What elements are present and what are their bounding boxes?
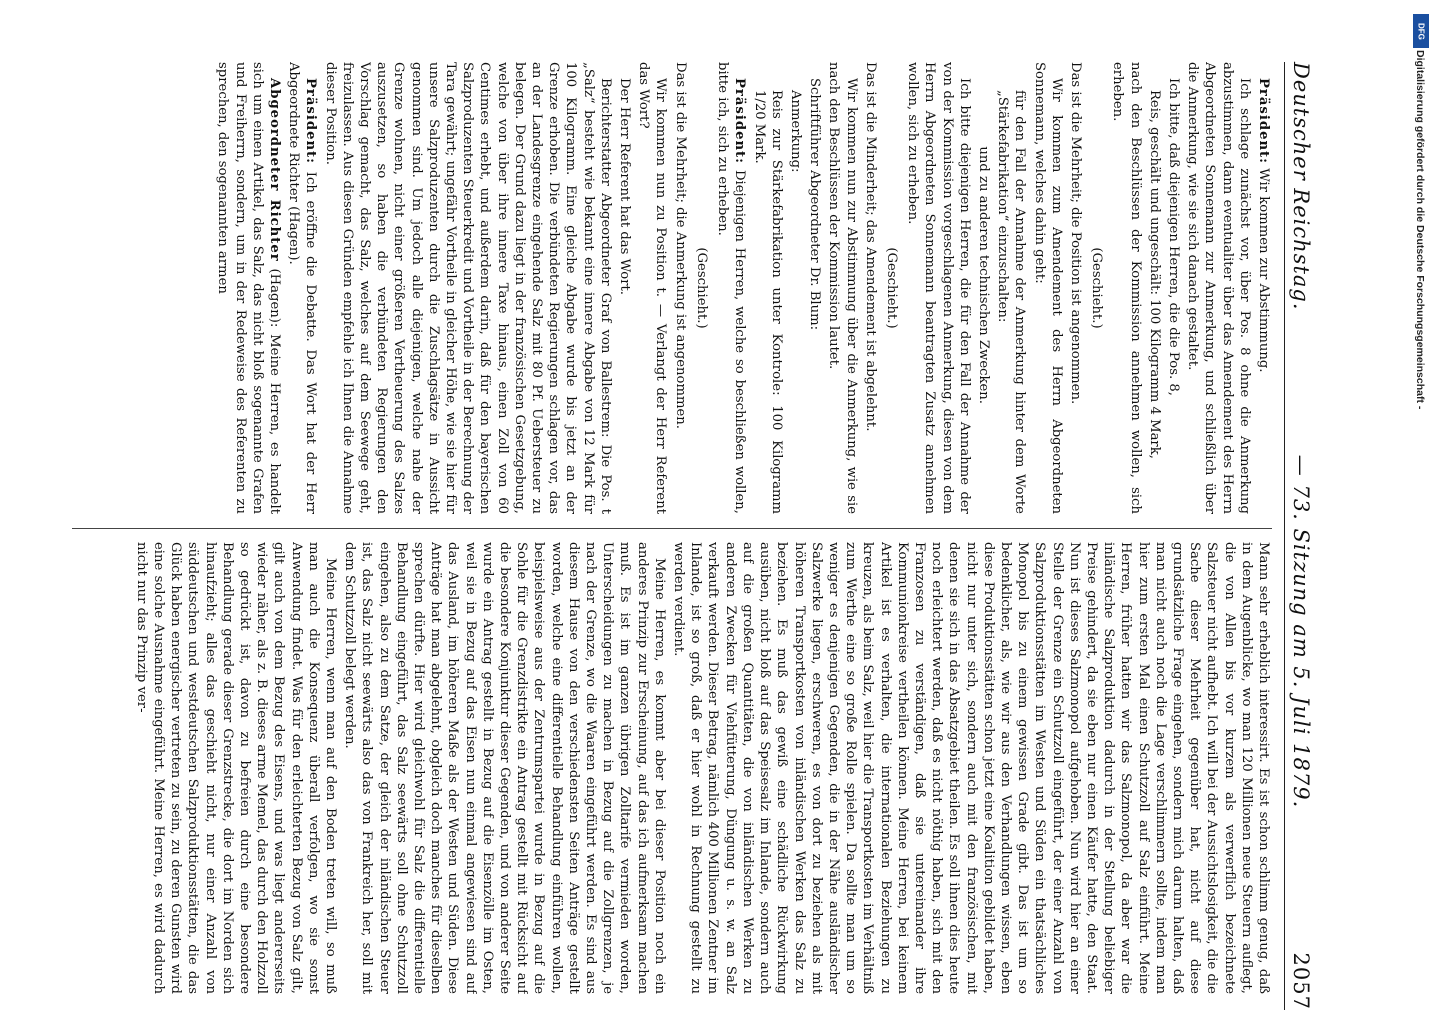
text-paragraph [1030,62,1064,514]
speech-paragraph [214,62,283,514]
paragraph-text: Reis zur Stärkefabrikation unter Kontrole: 100 Kilogramm 1/20 Mark. [751,90,784,514]
paragraph-text: Anmerkung: [787,90,803,173]
text-paragraph [806,62,823,514]
paragraph-text: (Geschieht.) [1089,247,1105,329]
text-paragraph [670,542,1272,994]
speech-paragraph [1255,62,1272,514]
text-paragraph [1088,62,1105,514]
text-paragraph [975,62,992,514]
text-paragraph [1067,62,1084,514]
rotated-document-page [54,62,1318,1010]
text-paragraph [787,62,804,514]
paragraph-text: Ich bitte, daß diejenigen Herren, die die Pos. 8, [1165,78,1181,396]
paragraph-text: Ich eröffne die Debatte. Das Wort hat der Herr Abgeordnete Richter (Hagen). [286,62,319,514]
text-paragraph [672,62,689,514]
header-title: Deutscher Reichstag. [1289,62,1313,311]
paragraph-text: Reis, geschält und ungeschält: 100 Kilogramm 4 Mark, [1146,90,1162,459]
text-paragraph [862,62,879,514]
paragraph-text: Wir kommen zum Amendement des Herrn Abgeordneten Sonnemann, welches dahin geht: [1031,62,1064,514]
paragraph-text: Ich schlage zunächst vor, über Pos. 8 ohne die Anmerkung abzustimmen, dann eventualiter über das Amendement des Herrn Abgeordneten Sonnemann zur Anmerkung, und schließlich über die Anmerkung, wie sie sich danach gestaltet. [1185,62,1252,514]
speaker-name: Abgeordneter Richter [267,78,283,262]
text-paragraph [133,542,339,994]
text-paragraph [1109,62,1143,514]
paragraph-text: Meine Herren, wenn man auf den Boden treten will, so muß man auch die Konsequenz überall verfolgen, wo sie sonst Anwendung findet. Was für den erleichterten Bezug von Salz gilt, gilt auch von dem Bezug des Eisens, und was liegt andererseits wieder näher, als z. B. dieses arme Memel, das durch den Holzzoll so gedrückt ist, davon zu befreien durch eine besondere Behandlung gerade dieser Grenzstrecke, die dort im Norden sich hinaufzieht; alles das geschieht nicht, nur einer Anzahl von süddeutschen und westdeutschen Salzproduktionsstätten, die das Glück haben energischer vertreten zu sein, zu deren Gunsten wird eine solche Ausnahme eingeführt. Meine Herren, es wird dadurch nicht nur das Prinzip ver- [133,542,339,994]
page-header [1284,62,1318,1010]
speech-paragraph [285,62,319,514]
paragraph-text: Wir kommen nun zu Position t. — Verlangt der Herr Referent das Wort? [636,62,669,514]
paragraph-text: und zu anderen technischen Zwecken. [975,146,991,404]
page-number: 2057 [1289,952,1313,1010]
text-paragraph [994,62,1028,514]
paragraph-text: Der Herr Referent hat das Wort. [617,78,633,295]
text-paragraph [616,62,633,514]
paragraph-text: Diejenigen Herren, welche so beschließen wollen, bitte ich, sich zu erheben. [715,62,748,514]
text-paragraph [693,62,710,514]
text-paragraph [321,62,613,514]
paragraph-text: Berichterstatter Abgeordneter Graf von Ballestrem: Die Pos. t „Salz“ besteht wie bekannt eine innere Abgabe von 12 Mark für 100 Kilogramm. Eine gleiche Abgabe wurde bis jetzt an der Grenze erhoben. Die verbündeten Regierungen schlagen vor, das an der Landesgrenze eingehende Salz mit 80 Pf. Uebersteuer zu belegen. Der Grund dazu liegt in der französischen Gesetzgebung, welche von über ihre innere Taxe hinaus, einen Zoll von 60 Centimes erhebt, und außerdem darin, daß für den bayerischen Salzproduzenten Steuerkredit und Vortheile in der Berechnung der Tara gewährt; ungefähr Vortheile in gleicher Höhe, wie sie hier für unsere Salzproduzenten durch die Zuschlagsätze in Aussicht genommen sind. Um jedoch alle diejenigen, welche nahe der Grenze wohnen, nicht einer größeren Vertheuerung des Salzes auszusetzen, so haben die verbündeten Regierungen den Vorschlag gemacht, das Salz, welches auf dem Seewege geht, freizulassen. Aus diesen Gründen empfehle ich Ihnen die Annahme dieser Position. [322,62,613,514]
text-paragraph [1146,62,1163,514]
paragraph-text: (Geschieht.) [693,247,709,329]
paragraph-text: Mann sehr erheblich interessirt. Es ist schon schlimm genug, daß in dem Augenblicke, wo man 120 Millionen neue Steuern auflegt, die von Allen bis vor kurzem als verwerflich bezeichnete Salzsteuer nicht aufhebt. Ich will bei der Aussichtslosigkeit, die die Sache dieser Mehrheit gegenüber hat, nicht auf diese grundsätzliche Frage eingehen, sondern mich darum halten, daß man nicht auch noch die Lage verschlimmern sollte, indem man hier zum ersten Mal einen Schutzzoll auf Salz einführt. Meine Herren, früher hatten wir das Salzmonopol, da aber war die inländische Salzproduktion dadurch in der Stellung beliebiger Preise gehindert, da sie eben nur einen Käufer hatte, den Staat. Nun ist dieses Salzmonopol aufgehoben. Nun wird hier an einer Stelle der Grenze ein Schutzzoll eingeführt, der einer Anzahl von Salzproduktionsstätten im Westen und Süden ein thatsächliches Monopol bis zu einem gewissen Grade gibt. Das ist um so bedenklicher, als, wie wir aus den Verhandlungen wissen, eben diese Produktionsstätten schon jetzt eine Koalition gebildet haben, nicht nur unter sich, sondern auch mit den französischen, mit denen sie sich in das Absatzgebiet theilen. Es soll ihnen dies heute noch erleichtert werden, daß es nicht nöthig haben, sich mit den Franzosen zu verständigen, daß sie untereinander ihre Kommunionkreise vertheilen können. Meine Herren, bei keinem Artikel ist es verhalten, die internationalen Beziehungen zu kreuzen, als beim Salz, weil hier die Transportkosten im Verhältniß zum Werthe eine so große Rolle spielen. Da sollte man um so weniger es denjenigen Gegenden, die in der Nähe ausländischer Salzwerke liegen, erschweren, es von dort zu beziehen als mit höheren Transportkosten von inländischen Werken das Salz zu beziehen. Es muß das gewiß eine schädliche Rückwirkung ausüben, nicht bloß auf das Speisesalz im Inlande, sondern auch auf die großen Quantitäten, die von inländischen Werken zu anderen Zwecken für Viehfütterung, Düngung u. s. w. an Salz verkauft werden. Dieser Betrag, nämlich 400 Millionen Zentner im Inlande, ist so groß, daß er hier wohl in Rechnung gestellt zu werden verdient. [671,542,1271,994]
paragraph-text: Meine Herren, es kommt aber bei dieser Position noch ein anderes Prinzip zur Erscheinung, auf das ich aufmerksam machen muß. Es ist im ganzen übrigen Zolltarife vermieden worden, Unterscheidungen zu machen in Bezug auf die Zollgrenzen, je nach der Grenze, wo die Waaren eingeführt werden. Es sind aus diesem Hause von den verschiedensten Seiten Anträge gestellt worden, welche eine differentielle Behandlung einführen wollen, beispielsweise aus der Zentrumspartei wurde in Bezug auf die Sohle für die Grenzdistrikte ein Antrag gestellt mit Rücksicht auf die besondere Konjunktur dieser Gegenden, und von anderer Seite wurde ein Antrag gestellt in Bezug auf die Eisenzölle im Osten, weil sie in Bezug auf das Eisen nun einmal angewiesen sind auf das Ausland, im höheren Maße als der Westen und Süden. Diese Anträge hat man abgelehnt, obgleich doch manches für dieselben sprechen dürfte. Hier wird gleichwohl für Salz die differentielle Behandlung eingeführt, das Salz seewärts soll ohne Schutzzoll eingehen, also zu dem Satze, der gleich der inländischen Steuer ist, das Salz nicht seewärts also das von Frankreich her, soll mit dem Schutzzoll belegt werden. [342,542,667,994]
digitization-text: Digitalisierung gefördert durch die Deutsche Forschungsgemeinschaft - [1414,50,1426,410]
text-paragraph [1184,62,1253,514]
paragraph-text: Das ist die Mehrheit; die Anmerkung ist angenommen. [672,62,688,429]
column-divider [72,528,1272,529]
dfg-logo: DFG [1413,14,1429,48]
paragraph-text: Wir kommen nun zur Abstimmung über die Anmerkung, wie sie nach den Beschlüssen der Kommission lautet. [826,62,859,514]
text-paragraph [635,62,669,514]
right-text-column [62,542,1272,994]
text-paragraph [825,62,859,514]
paragraph-text: Ich bitte diejenigen Herren, die für den Fall der Annahme der von der Kommission vorgeschlagenen Anmerkung, diesen von dem Herrn Abgeordneten Sonnemann beantragten Zusatz annehmen wollen, sich zu erheben. [905,62,972,514]
header-session: — 73. Sitzung am 5. Juli 1879. [1289,454,1313,809]
speaker-name: Präsident: [303,78,319,165]
text-paragraph [1165,62,1182,514]
paragraph-text: nach den Beschlüssen der Kommission annehmen wollen, sich erheben. [1110,62,1143,514]
paragraph-text: für den Fall der Annahme der Anmerkung hinter dem Worte „Stärkefabrikation“ einzuschalten: [995,90,1028,514]
speaker-name: Präsident: [732,78,748,165]
speech-paragraph [714,62,748,514]
paragraph-text: Schriftführer Abgeordneter Dr. Blum: [807,78,823,331]
speaker-name: Präsident: [1256,78,1271,165]
digitization-note [1410,10,1432,1000]
paragraph-text: Das ist die Mehrheit; die Position ist angenommen. [1067,62,1083,405]
paragraph-text: (Geschieht.) [883,247,899,329]
paragraph-text: Wir kommen zur Abstimmung. [1256,168,1271,373]
left-text-column [62,62,1272,514]
text-paragraph [883,62,900,514]
text-paragraph [750,62,784,514]
paragraph-text: Das ist die Minderheit; das Amendement ist abgelehnt. [862,62,878,432]
text-paragraph [341,542,668,994]
text-paragraph [904,62,973,514]
paragraph-text: (Hagen): Meine Herren, es handelt sich um einen Artikel, das Salz, das nicht bloß sogenannte Grafen und Freiherrn, sondern, um in der Redeweise des Referenten zu sprechen, den sogenannten armen [215,62,283,514]
